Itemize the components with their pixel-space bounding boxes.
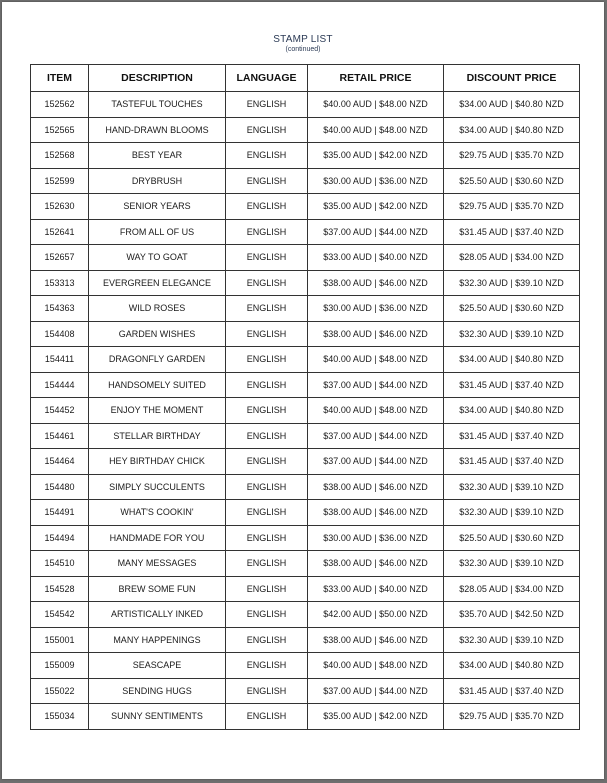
cell-retail-price: $38.00 AUD | $46.00 NZD: [308, 627, 444, 653]
cell-discount-price: $31.45 AUD | $37.40 NZD: [444, 219, 580, 245]
table-row: [31, 423, 580, 449]
page-title: STAMP LIST: [273, 34, 333, 45]
cell-item: 154444: [31, 372, 89, 398]
cell-description: SIMPLY SUCCULENTS: [89, 474, 226, 500]
table-row: [31, 117, 580, 143]
cell-item: 154494: [31, 525, 89, 551]
cell-language: ENGLISH: [226, 168, 308, 194]
cell-retail-price: $37.00 AUD | $44.00 NZD: [308, 372, 444, 398]
table-row: [31, 500, 580, 526]
cell-retail-price: $40.00 AUD | $48.00 NZD: [308, 653, 444, 679]
cell-discount-price: $34.00 AUD | $40.80 NZD: [444, 92, 580, 118]
cell-discount-price: $32.30 AUD | $39.10 NZD: [444, 270, 580, 296]
cell-description: MANY MESSAGES: [89, 551, 226, 577]
table-row: [31, 347, 580, 373]
table-row: [31, 704, 580, 730]
table-row: [31, 576, 580, 602]
cell-discount-price: $32.30 AUD | $39.10 NZD: [444, 321, 580, 347]
cell-language: ENGLISH: [226, 704, 308, 730]
cell-description: MANY HAPPENINGS: [89, 627, 226, 653]
cell-discount-price: $31.45 AUD | $37.40 NZD: [444, 678, 580, 704]
cell-description: WILD ROSES: [89, 296, 226, 322]
cell-description: SENDING HUGS: [89, 678, 226, 704]
cell-language: ENGLISH: [226, 602, 308, 628]
document-page: [2, 2, 604, 779]
cell-discount-price: $35.70 AUD | $42.50 NZD: [444, 602, 580, 628]
cell-item: 154408: [31, 321, 89, 347]
cell-discount-price: $25.50 AUD | $30.60 NZD: [444, 525, 580, 551]
cell-item: 154363: [31, 296, 89, 322]
cell-retail-price: $33.00 AUD | $40.00 NZD: [308, 245, 444, 271]
cell-discount-price: $29.75 AUD | $35.70 NZD: [444, 704, 580, 730]
cell-language: ENGLISH: [226, 423, 308, 449]
cell-item: 154464: [31, 449, 89, 475]
cell-item: 154491: [31, 500, 89, 526]
cell-description: SENIOR YEARS: [89, 194, 226, 220]
cell-description: GARDEN WISHES: [89, 321, 226, 347]
table-body: [31, 92, 580, 730]
cell-language: ENGLISH: [226, 576, 308, 602]
table-row: [31, 219, 580, 245]
cell-retail-price: $40.00 AUD | $48.00 NZD: [308, 347, 444, 373]
cell-discount-price: $34.00 AUD | $40.80 NZD: [444, 398, 580, 424]
column-header-retail-price: RETAIL PRICE: [308, 65, 444, 92]
cell-discount-price: $28.05 AUD | $34.00 NZD: [444, 245, 580, 271]
table-row: [31, 92, 580, 118]
cell-retail-price: $38.00 AUD | $46.00 NZD: [308, 474, 444, 500]
column-header-language: LANGUAGE: [226, 65, 308, 92]
cell-discount-price: $25.50 AUD | $30.60 NZD: [444, 296, 580, 322]
table-row: [31, 194, 580, 220]
cell-retail-price: $38.00 AUD | $46.00 NZD: [308, 551, 444, 577]
cell-retail-price: $38.00 AUD | $46.00 NZD: [308, 500, 444, 526]
cell-item: 154411: [31, 347, 89, 373]
table-row: [31, 525, 580, 551]
cell-item: 154510: [31, 551, 89, 577]
table-row: [31, 245, 580, 271]
cell-retail-price: $35.00 AUD | $42.00 NZD: [308, 143, 444, 169]
cell-language: ENGLISH: [226, 245, 308, 271]
cell-language: ENGLISH: [226, 653, 308, 679]
cell-language: ENGLISH: [226, 449, 308, 475]
cell-description: HANDSOMELY SUITED: [89, 372, 226, 398]
cell-discount-price: $25.50 AUD | $30.60 NZD: [444, 168, 580, 194]
cell-item: 153313: [31, 270, 89, 296]
table-row: [31, 270, 580, 296]
cell-language: ENGLISH: [226, 525, 308, 551]
table-row: [31, 653, 580, 679]
table-row: [31, 168, 580, 194]
cell-retail-price: $35.00 AUD | $42.00 NZD: [308, 704, 444, 730]
table-row: [31, 627, 580, 653]
cell-discount-price: $31.45 AUD | $37.40 NZD: [444, 449, 580, 475]
cell-retail-price: $35.00 AUD | $42.00 NZD: [308, 194, 444, 220]
table-row: [31, 372, 580, 398]
cell-item: 152565: [31, 117, 89, 143]
cell-discount-price: $31.45 AUD | $37.40 NZD: [444, 372, 580, 398]
cell-retail-price: $40.00 AUD | $48.00 NZD: [308, 117, 444, 143]
cell-retail-price: $42.00 AUD | $50.00 NZD: [308, 602, 444, 628]
cell-description: WHAT'S COOKIN': [89, 500, 226, 526]
cell-discount-price: $32.30 AUD | $39.10 NZD: [444, 627, 580, 653]
cell-discount-price: $31.45 AUD | $37.40 NZD: [444, 423, 580, 449]
table-row: [31, 296, 580, 322]
cell-description: EVERGREEN ELEGANCE: [89, 270, 226, 296]
cell-discount-price: $32.30 AUD | $39.10 NZD: [444, 474, 580, 500]
cell-item: 152562: [31, 92, 89, 118]
cell-language: ENGLISH: [226, 321, 308, 347]
cell-retail-price: $37.00 AUD | $44.00 NZD: [308, 449, 444, 475]
cell-description: HANDMADE FOR YOU: [89, 525, 226, 551]
table-header-row: [31, 65, 580, 92]
cell-item: 152568: [31, 143, 89, 169]
cell-item: 152599: [31, 168, 89, 194]
cell-discount-price: $34.00 AUD | $40.80 NZD: [444, 347, 580, 373]
cell-language: ENGLISH: [226, 117, 308, 143]
cell-description: STELLAR BIRTHDAY: [89, 423, 226, 449]
cell-discount-price: $34.00 AUD | $40.80 NZD: [444, 117, 580, 143]
cell-language: ENGLISH: [226, 372, 308, 398]
cell-retail-price: $38.00 AUD | $46.00 NZD: [308, 270, 444, 296]
cell-discount-price: $32.30 AUD | $39.10 NZD: [444, 500, 580, 526]
cell-item: 154461: [31, 423, 89, 449]
cell-description: BEST YEAR: [89, 143, 226, 169]
cell-language: ENGLISH: [226, 219, 308, 245]
cell-item: 154480: [31, 474, 89, 500]
cell-description: BREW SOME FUN: [89, 576, 226, 602]
cell-language: ENGLISH: [226, 551, 308, 577]
table-row: [31, 143, 580, 169]
cell-retail-price: $40.00 AUD | $48.00 NZD: [308, 398, 444, 424]
cell-discount-price: $29.75 AUD | $35.70 NZD: [444, 194, 580, 220]
cell-discount-price: $32.30 AUD | $39.10 NZD: [444, 551, 580, 577]
cell-retail-price: $37.00 AUD | $44.00 NZD: [308, 678, 444, 704]
page-subtitle: (continued): [285, 46, 321, 53]
cell-description: ARTISTICALLY INKED: [89, 602, 226, 628]
stamp-table: [30, 64, 580, 730]
cell-language: ENGLISH: [226, 194, 308, 220]
cell-retail-price: $33.00 AUD | $40.00 NZD: [308, 576, 444, 602]
cell-retail-price: $30.00 AUD | $36.00 NZD: [308, 525, 444, 551]
cell-language: ENGLISH: [226, 347, 308, 373]
cell-item: 155009: [31, 653, 89, 679]
cell-description: DRYBRUSH: [89, 168, 226, 194]
cell-retail-price: $37.00 AUD | $44.00 NZD: [308, 423, 444, 449]
cell-item: 154542: [31, 602, 89, 628]
table-row: [31, 551, 580, 577]
cell-language: ENGLISH: [226, 500, 308, 526]
cell-language: ENGLISH: [226, 474, 308, 500]
column-header-discount-price: DISCOUNT PRICE: [444, 65, 580, 92]
cell-language: ENGLISH: [226, 143, 308, 169]
cell-description: DRAGONFLY GARDEN: [89, 347, 226, 373]
cell-retail-price: $30.00 AUD | $36.00 NZD: [308, 168, 444, 194]
table-row: [31, 474, 580, 500]
cell-retail-price: $40.00 AUD | $48.00 NZD: [308, 92, 444, 118]
cell-description: FROM ALL OF US: [89, 219, 226, 245]
cell-description: TASTEFUL TOUCHES: [89, 92, 226, 118]
cell-language: ENGLISH: [226, 92, 308, 118]
cell-discount-price: $34.00 AUD | $40.80 NZD: [444, 653, 580, 679]
cell-item: 152630: [31, 194, 89, 220]
cell-item: 154452: [31, 398, 89, 424]
cell-retail-price: $30.00 AUD | $36.00 NZD: [308, 296, 444, 322]
cell-retail-price: $37.00 AUD | $44.00 NZD: [308, 219, 444, 245]
cell-description: HEY BIRTHDAY CHICK: [89, 449, 226, 475]
table-row: [31, 678, 580, 704]
cell-language: ENGLISH: [226, 398, 308, 424]
cell-item: 152657: [31, 245, 89, 271]
cell-language: ENGLISH: [226, 627, 308, 653]
cell-description: HAND-DRAWN BLOOMS: [89, 117, 226, 143]
cell-description: ENJOY THE MOMENT: [89, 398, 226, 424]
cell-discount-price: $28.05 AUD | $34.00 NZD: [444, 576, 580, 602]
table-row: [31, 398, 580, 424]
cell-language: ENGLISH: [226, 296, 308, 322]
cell-description: SUNNY SENTIMENTS: [89, 704, 226, 730]
table-row: [31, 321, 580, 347]
cell-item: 155034: [31, 704, 89, 730]
cell-item: 152641: [31, 219, 89, 245]
column-header-item: ITEM: [31, 65, 89, 92]
cell-language: ENGLISH: [226, 270, 308, 296]
cell-item: 155001: [31, 627, 89, 653]
cell-item: 155022: [31, 678, 89, 704]
table-row: [31, 449, 580, 475]
cell-discount-price: $29.75 AUD | $35.70 NZD: [444, 143, 580, 169]
column-header-description: DESCRIPTION: [89, 65, 226, 92]
cell-retail-price: $38.00 AUD | $46.00 NZD: [308, 321, 444, 347]
cell-item: 154528: [31, 576, 89, 602]
cell-description: SEASCAPE: [89, 653, 226, 679]
cell-language: ENGLISH: [226, 678, 308, 704]
table-row: [31, 602, 580, 628]
cell-description: WAY TO GOAT: [89, 245, 226, 271]
